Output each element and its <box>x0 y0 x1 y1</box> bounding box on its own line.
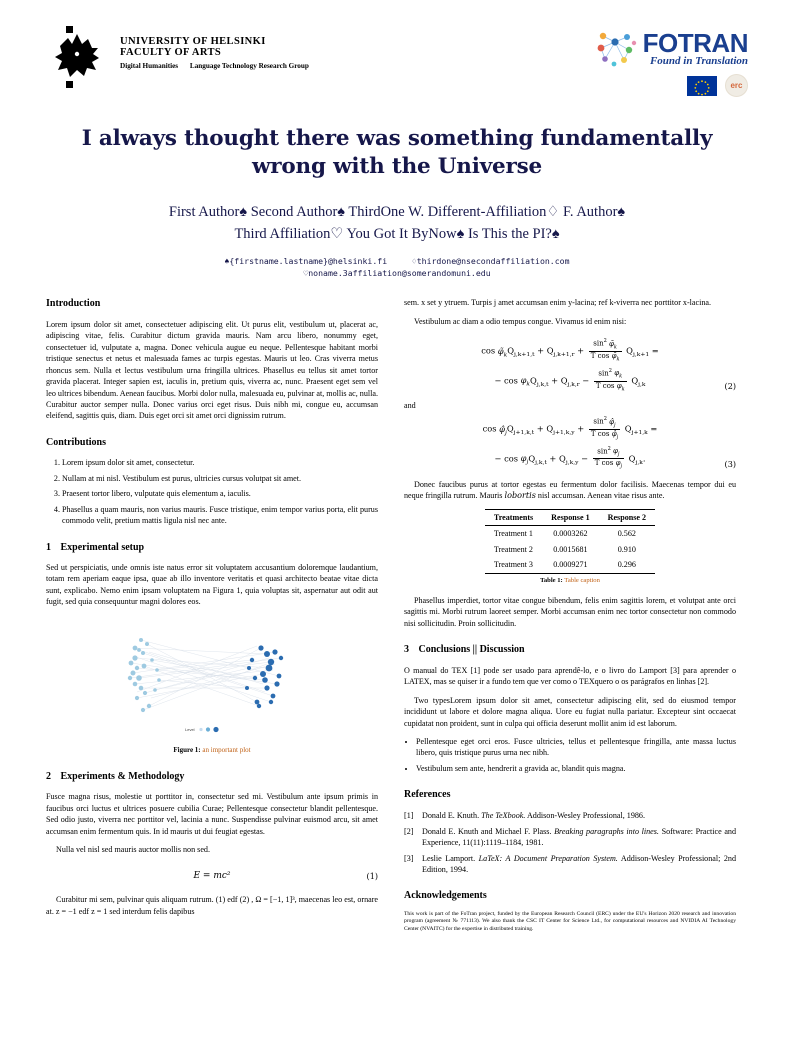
contributions-list <box>46 457 378 526</box>
paragraph-methodology-2: Nulla vel nisl sed mauris auctor mollis non sed. <box>56 845 210 855</box>
equation-3 <box>404 417 736 470</box>
email-line-1 <box>0 255 794 267</box>
page-header <box>0 0 794 97</box>
paragraph-before-eq2: Vestibulum ac diam a odio tempus congue. Vivamus id enim nisi: <box>414 316 627 326</box>
university-helsinki-logo-icon <box>46 26 108 88</box>
unit-language-technology: Language Technology Research Group <box>189 62 309 70</box>
author-line-1: First Author♠ Second Author♠ ThirdOne W. Different-Affiliation♢ F. Author♠ <box>168 203 626 220</box>
figure-caption <box>46 746 378 756</box>
reference-rest: Software: Practice and Experience, 11(11):1119–1184, 1981. <box>422 826 737 847</box>
heading-conclusions <box>404 643 736 657</box>
figure-legend <box>185 727 219 732</box>
list-item: 2. Nullam at mi nisl. Vestibulum est purus, ultricies cursus volutpat sit amet. <box>62 473 378 484</box>
university-branding <box>46 26 319 88</box>
faculty-name: FACULTY OF ARTS <box>120 47 222 58</box>
equation-2-number: (2) <box>724 381 736 392</box>
left-column <box>46 297 378 933</box>
paragraph-methodology-3: Curabitur mi sem, pulvinar quis aliquam rutrum. (1) edf (2) , Ω = [−1, 1]³, maecenas leo est, ornare at. z = −1 edf z = 1 sed interdum felis dapibus <box>46 895 378 916</box>
reference-entry <box>404 810 736 821</box>
reference-authors: Donald E. Knuth and Michael F. Plass. <box>422 826 552 836</box>
network-plot-graphic <box>97 618 327 740</box>
project-branding <box>593 26 748 97</box>
reference-key: [2] <box>404 826 414 836</box>
paragraph-conclusions-1: O manual do TEX [1] pode ser usado para aprendê-lo, e o livro do Lamport [3] para aprender o LATEX, mas se quiser ir a fundo tem que ver como o TEXquero o os parágrafos en linhas [2]. <box>404 665 736 687</box>
section-title: Experiments & Methodology <box>60 771 185 783</box>
paragraph-experimental-setup: Sed ut perspiciatis, unde omnis iste natus error sit voluptatem accusantium doloremque laudantium, totam rem aperiam eaque ipsa, quae ab illo inventore veritatis et quasi architecto beatae vitae dicta sunt, explicabo. Nemo enim ipsam voluptatem na Figura 1, quia voluptas sit, aspernatur aut odit aut fugit, sed quia consequuntur magni dolores eos. <box>46 562 378 607</box>
university-name: UNIVERSITY OF HELSINKI <box>120 36 266 47</box>
reference-value <box>422 810 736 821</box>
table-cell: 0.0015681 <box>553 544 588 554</box>
two-column-body <box>46 297 748 933</box>
table-cell: 0.910 <box>617 544 636 554</box>
section-title: Conclusions || Discussion <box>418 644 525 656</box>
table-caption <box>404 576 736 585</box>
equation-1-number: (1) <box>366 871 378 881</box>
paragraph-methodology-1: Fusce magna risus, molestie ut porttitor in, consectetur sed mi. Vestibulum ante ipsum primis in faucibus orci luctus et ultrices posuere cubilia Curae; Pellentesque consectetur blandit pellentesque. Sed odio justo, viverra nec porttitor vel, lacinia a nunc. Suspendisse pulvinar euismod arcu, sit amet accumsan enim fermentum quis. In id mauris ut dui feugiat egestas. <box>46 792 378 836</box>
equation-1-body: E = mc² <box>193 870 231 881</box>
unit-names <box>120 62 319 70</box>
section-number: 2 <box>46 771 51 783</box>
reference-title: The TeXbook. <box>481 810 526 820</box>
paragraph-after-equations: Donec faucibus purus at tortor egestas eu fermentum dolor facilisis. Maecenas tempor dui eu neque fringilla rutrum. Mauris lobortis nisl accumsan. Aenean vitae risus ante. <box>404 479 736 501</box>
table-cell: 0.0009271 <box>542 557 598 573</box>
results-table <box>485 509 655 574</box>
list-item: • Pellentesque eget orci eros. Fusce ultricies, tellus et pellentesque fringilla, ante massa luctus libero, quis tristique purus urna nec nibh. <box>416 736 736 759</box>
page-title: I always thought there was something fundamentally wrong with the Universe <box>81 126 713 179</box>
list-item: • Vestibulum sem ante, hendrerit a gravida ac, blandit quis magna. <box>416 763 736 774</box>
table-label: Table 1: <box>540 576 563 584</box>
table-cell: 0.0003262 <box>553 529 588 539</box>
section-number: 1 <box>46 541 51 553</box>
conclusions-bullets <box>404 736 736 774</box>
heading-acknowledgements: Acknowledgements <box>404 890 487 902</box>
table-cell: 0.296 <box>599 557 655 573</box>
equation-2-line-2: − $\cos \varphi_kQ_{j,k,t} + Q_{j,k,r}$ − $\frac{\sin^2 \varphi_k}{T \cos \varphi_k}$ $Q_{j,k}$ <box>494 368 646 392</box>
reference-entry <box>404 853 736 875</box>
table-cell: 0.562 <box>617 529 636 539</box>
paragraph-conclusions-2: Two typesLorem ipsum dolor sit amet, consectetur adipiscing elit, sed do eiusmod tempor incididunt ut labore et dolore magna aliqua. Uore eu fugiat nulla pariatur. Excepteur sint occaecat cupidatat non proident, sunt in culpa qui officia deserunt mollit anim id est laborum. <box>404 695 736 728</box>
fotran-tagline: Found in Translation <box>649 54 748 67</box>
reference-authors: Donald E. Knuth. <box>422 810 480 820</box>
author-emails <box>0 255 794 280</box>
figure-network-plot <box>46 618 378 756</box>
table-row <box>485 557 655 573</box>
reference-title: Breaking paragraphs into lines. <box>554 826 659 836</box>
author-list <box>0 201 794 246</box>
fotran-logo-row <box>593 28 748 68</box>
eu-flag-icon <box>687 76 717 96</box>
equation-2 <box>404 339 736 392</box>
section-title: Experimental setup <box>60 541 145 553</box>
acknowledgements-text: This work is part of the FoTran project, funded by the European Research Council (ERC) under the EU's Horizon 2020 research and innovation program (agreement № 771113). We also thank the CSC IT Center for Science Ltd., for computational resources and NVIDIA AI Technology Center (NVAITC) for the expertise in distributed training. <box>404 910 736 932</box>
paragraph-post-table: Phasellus imperdiet, tortor vitae congue bibendum, felis enim sagittis lorem, et volutpat ante orci sagittis mi. Morbi rutrum laoreet semper. Morbi accumsan enim nec tortor consectetur non commodo nisi sollicitudin. Proin sollicitudin. <box>404 595 736 628</box>
reference-key: [3] <box>404 854 414 864</box>
network-graph-icon <box>593 28 637 68</box>
fotran-wordmark: FOTRAN <box>642 27 748 58</box>
paragraph-introduction: Lorem ipsum dolor sit amet, consectetuer adipiscing elit. Ut purus elit, vestibulum ut, placerat ac, adipiscing vitae, felis. Curabitur dictum gravida mauris. Nam arcu libero, nonummy eget, consectetuer id, vulputate a, magna. Donec vehicula augue eu neque. Pellentesque habitant morbi tristique senectus et netus et malesuada fames ac turpis egestas. Mauris ut leo. Cras viverra metus rhoncus sem. Nulla et lectus vestibulum urna fringilla ultrices. Phasellus eu tellus sit amet tortor gravida placerat. Integer sapien est, iaculis in, pretium quis, viverra ac, nunc. Praesent eget sem vel leo ultrices bibendum. Aenean faucibus. Morbi dolor nulla, malesuada eu, pulvinar at, mollis ac, nulla. Curabitur auctor semper nulla. Donec varius orci eget risus. Duis nibh mi, congue eu, accumsan eleifend, sagittis quis, diam. Duis eget orci sit amet orci dignissim rutrum. <box>46 319 378 421</box>
unit-digital-humanities: Digital Humanities <box>120 62 179 70</box>
table-header-cell: Response 1 <box>542 509 598 525</box>
university-name-block <box>120 26 319 70</box>
heading-experimental-setup <box>46 541 378 555</box>
paragraph-continued: sem. x set y ytruem. Turpis j amet accumsan enim y-lacina; ref k-viverra nec porttitor x-lacina. <box>404 298 712 308</box>
table-cell: Treatment 2 <box>493 544 533 554</box>
table-cell: Treatment 3 <box>485 557 542 573</box>
heading-introduction: Introduction <box>46 298 101 310</box>
equation-3-line-1: $\cos \varphî_jQ_{j+1,k,t} + Q_{j+1,k,y}$ + $\frac{\sin^2 \varphî_j}{T \cos \varphî_j}$ $Q_{j+1,k}$ = <box>482 416 658 441</box>
equation-3-line-2: − $\cos \varphi_jQ_{j,k,t} + Q_{j,k,y}$ − $\frac{\sin^2 \varphi_j}{T \cos \varphi_j}$ $Q_{j,k}$. <box>494 445 646 470</box>
author-line-2: Third Affiliation♡ You Got It ByNow♠ Is This the PI?♠ <box>234 226 560 243</box>
heading-experiments-methodology <box>46 770 378 784</box>
reference-authors: Leslie Lamport. <box>422 854 476 864</box>
figure-label: Figure 1: <box>173 746 201 755</box>
list-item: 3. Praesent tortor libero, vulputate quis elementum a, iaculis. <box>62 488 378 499</box>
table-header-cell: Treatments <box>485 509 542 525</box>
table-header-row <box>485 509 655 525</box>
table-cell: Treatment 1 <box>493 529 533 539</box>
heading-references: References <box>404 789 451 801</box>
table-header-cell: Response 2 <box>599 509 655 525</box>
figure-caption-text: an important plot <box>202 746 251 755</box>
equation-2-line-1: $\cos \varphĩ_kQ_{j,k+1,t} + Q_{j,k+1,r}$ + $\frac{\sin^2 \varphĩ_k}{T \cos \varphĩ_k}$ $Q_{j,k+1}$ = <box>481 338 659 363</box>
reference-key: [1] <box>404 810 414 820</box>
table-row <box>485 542 655 557</box>
table-caption-text: Table caption <box>564 576 600 584</box>
reference-list <box>404 810 736 876</box>
reference-rest: Addison-Wesley Professional; 2nd Edition, 1994. <box>422 854 736 875</box>
reference-value <box>422 853 736 875</box>
email-secondary: ♢thirdone@nsecondaffiliation.com <box>411 255 570 266</box>
section-number: 3 <box>404 644 409 656</box>
table-row <box>485 526 655 542</box>
list-item: 4. Phasellus a quam mauris, non varius mauris. Fusce tristique, enim tempor varius porta, elit purus commodo velit, pretium mattis ligula nisl nec ante. <box>62 504 378 527</box>
reference-title: LaTeX: A Document Preparation System. <box>478 854 618 864</box>
svg-text:Level: Level <box>185 726 195 732</box>
email-line-2: ♡noname.3affiliation@somerandomuni.edu <box>303 268 491 279</box>
email-primary: ♠{firstname.lastname}@helsinki.fi <box>224 255 388 266</box>
erc-badge-icon: erc <box>725 74 748 97</box>
funder-badges <box>593 74 748 97</box>
equation-connector-word: and <box>404 400 416 410</box>
reference-value <box>422 826 736 848</box>
heading-contributions: Contributions <box>46 436 107 448</box>
reference-rest: Addison-Wesley Professional, 1986. <box>526 810 645 820</box>
reference-entry <box>404 826 736 848</box>
equation-3-number: (3) <box>724 459 736 470</box>
list-item: 1. Lorem ipsum dolor sit amet, consectetur. <box>62 457 378 468</box>
equation-1 <box>46 870 378 883</box>
right-column <box>404 297 736 933</box>
